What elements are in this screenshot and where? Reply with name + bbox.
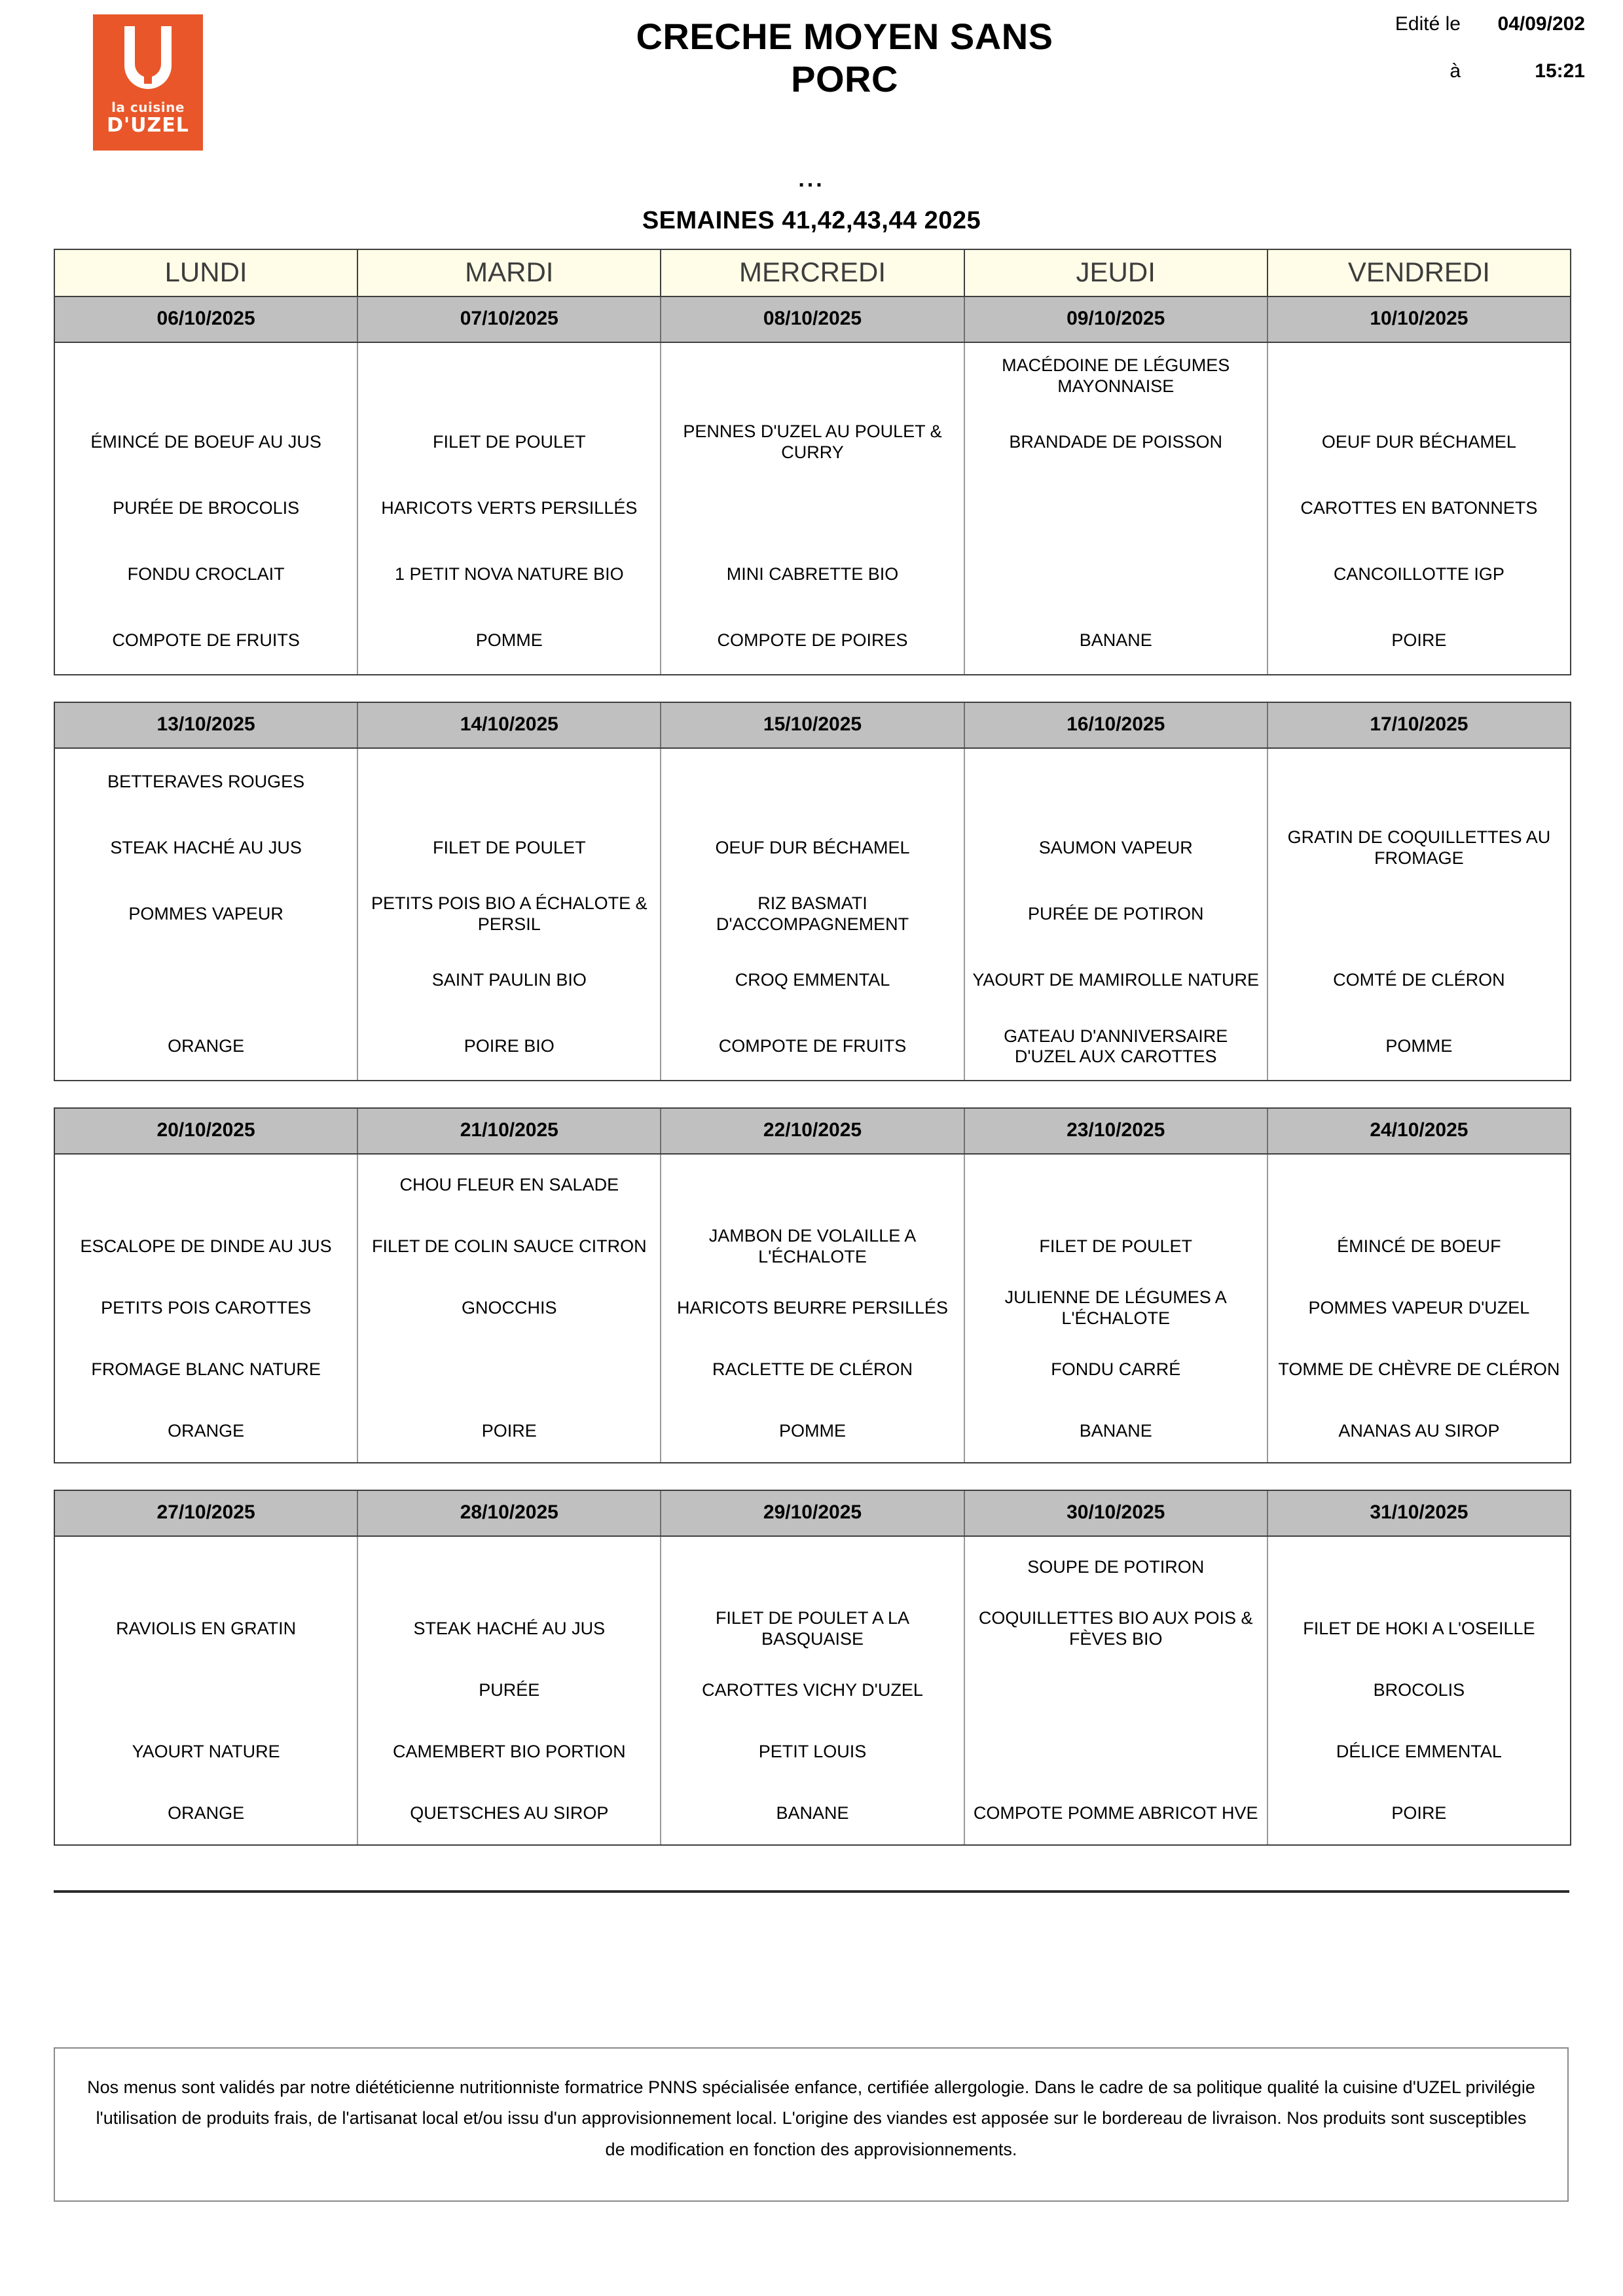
meal-dessert: COMPOTE POMME ABRICOT HVE: [973, 1803, 1258, 1823]
meal-entree: SOUPE DE POTIRON: [1027, 1557, 1205, 1577]
meal-entree: [55, 343, 357, 409]
week-meals-row: [54, 1537, 1571, 1846]
day-column: [661, 1155, 964, 1462]
time-value: 15:21: [1535, 60, 1585, 82]
meal-entree: [1268, 1155, 1570, 1216]
meal-garniture: RIZ BASMATI D'ACCOMPAGNEMENT: [716, 893, 909, 934]
meal-garniture: JULIENNE DE LÉGUMES A L'ÉCHALOTE: [1004, 1287, 1227, 1328]
page-title: CRECHE MOYEN SANS PORC: [636, 16, 1053, 99]
week-block: [54, 1107, 1571, 1463]
meal-plat: FILET DE POULET: [1039, 1236, 1192, 1257]
day-column: [358, 749, 661, 1080]
date-cell: 13/10/2025: [55, 703, 358, 747]
meal-dessert: COMPOTE DE POIRES: [717, 630, 908, 651]
meal-entree: CHOU FLEUR EN SALADE: [399, 1175, 619, 1195]
day-name-jeudi: JEUDI: [965, 250, 1268, 296]
meal-plat: RAVIOLIS EN GRATIN: [116, 1619, 297, 1639]
meal-dessert: POIRE BIO: [464, 1036, 555, 1056]
meal-plat: STEAK HACHÉ AU JUS: [413, 1619, 606, 1639]
meal-garniture: [55, 1660, 357, 1721]
meal-entree: [358, 343, 660, 409]
meal-fromage: 1 PETIT NOVA NATURE BIO: [395, 564, 624, 584]
meal-entree: [358, 1537, 660, 1598]
day-column: [358, 1155, 661, 1462]
meal-fromage: RACLETTE DE CLÉRON: [712, 1359, 913, 1380]
meal-plat: FILET DE HOKI A L'OSEILLE: [1303, 1619, 1535, 1639]
meal-dessert: ANANAS AU SIROP: [1338, 1421, 1500, 1441]
meal-garniture: PURÉE: [479, 1680, 540, 1700]
day-column: [661, 1537, 964, 1844]
time-label: à: [1450, 60, 1461, 82]
meal-garniture: POMMES VAPEUR D'UZEL: [1308, 1298, 1530, 1318]
date-cell: 24/10/2025: [1370, 1119, 1468, 1141]
edited-time-row: [1277, 60, 1585, 82]
date-cell: 22/10/2025: [661, 1109, 964, 1153]
meal-entree: [661, 1537, 963, 1598]
edited-label: Edité le: [1395, 13, 1461, 35]
meal-dessert: POIRE: [481, 1421, 537, 1441]
meal-plat: ÉMINCÉ DE BOEUF: [1337, 1236, 1501, 1257]
meal-garniture: [965, 475, 1267, 541]
meal-dessert: POIRE: [1391, 630, 1447, 651]
meal-garniture: [965, 1660, 1267, 1721]
meal-dessert: POMME: [1385, 1036, 1453, 1056]
meal-fromage: FONDU CROCLAIT: [127, 564, 285, 584]
day-names-row: [54, 249, 1571, 296]
meal-garniture: HARICOTS BEURRE PERSILLÉS: [676, 1298, 949, 1318]
meal-entree: MACÉDOINE DE LÉGUMES MAYONNAISE: [1002, 355, 1230, 396]
meal-garniture: [661, 475, 963, 541]
week-meals-row: [54, 343, 1571, 675]
meal-dessert: ORANGE: [168, 1421, 245, 1441]
meal-fromage: CAMEMBERT BIO PORTION: [393, 1742, 626, 1762]
meal-fromage: TOMME DE CHÈVRE DE CLÉRON: [1278, 1359, 1560, 1380]
meal-fromage: [965, 542, 1267, 608]
meal-dessert: GATEAU D'ANNIVERSAIRE D'UZEL AUX CAROTTES: [1004, 1026, 1228, 1067]
meal-entree: [358, 749, 660, 815]
meal-fromage: COMTÉ DE CLÉRON: [1333, 970, 1505, 990]
meal-fromage: [55, 948, 357, 1014]
footer-disclaimer: Nos menus sont validés par notre diététicienne nutritionniste formatrice PNNS spécialisée enfance, certifiée allergologie. Dans le cadre de sa politique qualité la cuisine d'UZEL privilégie l'utilisation de produits frais, de l'artisanat local et/ou issu d'un approvisionnement local. L'origine des viandes est apposée sur le bordereau de livraison. Nos produits sont susceptibles de modification en fonction des approvisionnements.: [54, 2047, 1569, 2202]
meal-fromage: CROQ EMMENTAL: [735, 970, 890, 990]
meal-garniture: POMMES VAPEUR: [128, 904, 283, 924]
meal-plat: COQUILLETTES BIO AUX POIS & FÈVES BIO: [978, 1608, 1253, 1649]
weeks-subtitle: SEMAINES 41,42,43,44 2025: [642, 207, 981, 234]
meal-fromage: [358, 1339, 660, 1401]
subtitle-dots: ...: [798, 167, 825, 192]
day-column: [965, 749, 1268, 1080]
date-cell: 10/10/2025: [1370, 308, 1468, 329]
meal-plat: SAUMON VAPEUR: [1038, 837, 1193, 857]
week-block: [54, 702, 1571, 1081]
day-name-vendredi: VENDREDI: [1347, 257, 1490, 287]
day-name-mercredi: MERCREDI: [661, 250, 964, 296]
meal-garniture: HARICOTS VERTS PERSILLÉS: [381, 498, 638, 518]
meal-dessert: COMPOTE DE FRUITS: [718, 1036, 907, 1056]
date-cell: 31/10/2025: [1370, 1501, 1468, 1523]
meal-dessert: ORANGE: [168, 1803, 245, 1823]
meal-dessert: POMME: [779, 1421, 847, 1441]
week-dates-row: [54, 296, 1571, 343]
title-block: [589, 16, 1100, 101]
meal-fromage: FONDU CARRÉ: [1051, 1359, 1181, 1380]
meal-dessert: ORANGE: [168, 1036, 245, 1056]
page-header: [0, 0, 1623, 234]
meal-entree: [55, 1537, 357, 1598]
logo-line1: la cuisine: [111, 99, 185, 115]
meal-fromage: DÉLICE EMMENTAL: [1336, 1742, 1502, 1762]
day-column: [965, 1155, 1268, 1462]
day-column: [965, 1537, 1268, 1844]
date-cell: 23/10/2025: [965, 1109, 1268, 1153]
date-cell: 28/10/2025: [358, 1491, 661, 1535]
day-column: [55, 749, 358, 1080]
meal-dessert: BANANE: [1079, 1421, 1152, 1441]
meal-fromage: [965, 1721, 1267, 1783]
edited-date-row: [1277, 13, 1585, 35]
date-cell: 20/10/2025: [55, 1109, 358, 1153]
day-column: [1268, 343, 1570, 674]
week-block: [54, 296, 1571, 675]
date-cell: 06/10/2025: [55, 297, 358, 342]
meal-garniture: PETITS POIS CAROTTES: [101, 1298, 312, 1318]
day-column: [1268, 1155, 1570, 1462]
date-cell: 17/10/2025: [1370, 713, 1468, 735]
meal-plat: FILET DE POULET A LA BASQUAISE: [715, 1608, 910, 1649]
date-cell: 09/10/2025: [965, 297, 1268, 342]
date-cell: 30/10/2025: [965, 1491, 1268, 1535]
meal-dessert: POIRE: [1391, 1803, 1447, 1823]
day-column: [358, 343, 661, 674]
meal-fromage: SAINT PAULIN BIO: [431, 970, 587, 990]
meal-garniture: PETITS POIS BIO A ÉCHALOTE & PERSIL: [371, 893, 647, 934]
meal-plat: JAMBON DE VOLAILLE A L'ÉCHALOTE: [708, 1226, 917, 1266]
date-cell: 27/10/2025: [55, 1491, 358, 1535]
fork-u-logo-icon: [120, 26, 175, 94]
week-block: [54, 1490, 1571, 1846]
meal-entree: [1268, 749, 1570, 815]
week-dates-row: [54, 702, 1571, 749]
meal-plat: STEAK HACHÉ AU JUS: [110, 837, 302, 857]
meal-entree: [1268, 1537, 1570, 1598]
meal-dessert: BANANE: [1079, 630, 1152, 651]
day-column: [661, 343, 964, 674]
meal-dessert: COMPOTE DE FRUITS: [112, 630, 300, 651]
date-cell: 14/10/2025: [358, 703, 661, 747]
meal-dessert: BANANE: [776, 1803, 849, 1823]
date-cell: 21/10/2025: [358, 1109, 661, 1153]
meal-entree: [661, 749, 963, 815]
meal-fromage: PETIT LOUIS: [758, 1742, 867, 1762]
meal-garniture: GNOCCHIS: [462, 1298, 557, 1318]
meal-garniture: BROCOLIS: [1373, 1680, 1465, 1700]
week-meals-row: [54, 1155, 1571, 1463]
meal-plat: GRATIN DE COQUILLETTES AU FROMAGE: [1287, 827, 1551, 868]
week-dates-row: [54, 1107, 1571, 1155]
date-cell: 15/10/2025: [661, 703, 964, 747]
meal-plat: FILET DE POULET: [433, 837, 586, 857]
meal-plat: PENNES D'UZEL AU POULET & CURRY: [683, 421, 942, 462]
day-column: [55, 343, 358, 674]
day-column: [55, 1155, 358, 1462]
meal-plat: OEUF DUR BÉCHAMEL: [1321, 431, 1516, 452]
day-name-mardi: MARDI: [358, 250, 661, 296]
logo: [93, 14, 203, 151]
meal-fromage: FROMAGE BLANC NATURE: [91, 1359, 321, 1380]
date-cell: 16/10/2025: [965, 703, 1268, 747]
edited-date-value: 04/09/202: [1497, 13, 1585, 35]
meal-plat: OEUF DUR BÉCHAMEL: [715, 837, 910, 857]
meal-entree: [55, 1155, 357, 1216]
meal-plat: BRANDADE DE POISSON: [1009, 431, 1222, 452]
week-dates-row: [54, 1490, 1571, 1537]
logo-line2: D'UZEL: [107, 114, 189, 137]
meal-entree: [661, 343, 963, 409]
meal-fromage: CANCOILLOTTE IGP: [1333, 564, 1504, 584]
meal-garniture: CAROTTES VICHY D'UZEL: [702, 1680, 923, 1700]
meal-plat: FILET DE COLIN SAUCE CITRON: [372, 1236, 647, 1257]
day-name-lundi: LUNDI: [55, 250, 358, 296]
meal-fromage: YAOURT NATURE: [132, 1742, 280, 1762]
meal-plat: ESCALOPE DE DINDE AU JUS: [80, 1236, 332, 1257]
meal-dessert: POMME: [475, 630, 543, 651]
meal-fromage: YAOURT DE MAMIROLLE NATURE: [972, 970, 1259, 990]
day-column: [965, 343, 1268, 674]
meal-garniture: PURÉE DE BROCOLIS: [113, 498, 300, 518]
date-cell: 29/10/2025: [661, 1491, 964, 1535]
meal-entree: [965, 749, 1267, 815]
day-column: [55, 1537, 358, 1844]
table-bottom-rule: [54, 1890, 1569, 1893]
date-cell: 08/10/2025: [661, 297, 964, 342]
meal-entree: [661, 1155, 963, 1216]
meal-dessert: QUETSCHES AU SIROP: [410, 1803, 609, 1823]
menu-grid: [54, 249, 1571, 1872]
meal-garniture: [1268, 881, 1570, 947]
day-column: [1268, 749, 1570, 1080]
day-column: [661, 749, 964, 1080]
meal-fromage: MINI CABRETTE BIO: [726, 564, 899, 584]
day-column: [358, 1537, 661, 1844]
meal-garniture: PURÉE DE POTIRON: [1027, 904, 1204, 924]
meal-garniture: CAROTTES EN BATONNETS: [1300, 498, 1538, 518]
week-meals-row: [54, 749, 1571, 1081]
meal-plat: FILET DE POULET: [433, 431, 586, 452]
date-cell: 07/10/2025: [358, 297, 661, 342]
meal-entree: BETTERAVES ROUGES: [107, 771, 305, 791]
meal-entree: [965, 1155, 1267, 1216]
day-column: [1268, 1537, 1570, 1844]
meal-plat: ÉMINCÉ DE BOEUF AU JUS: [90, 431, 321, 452]
edited-info: [1277, 13, 1585, 107]
meal-entree: [1268, 343, 1570, 409]
